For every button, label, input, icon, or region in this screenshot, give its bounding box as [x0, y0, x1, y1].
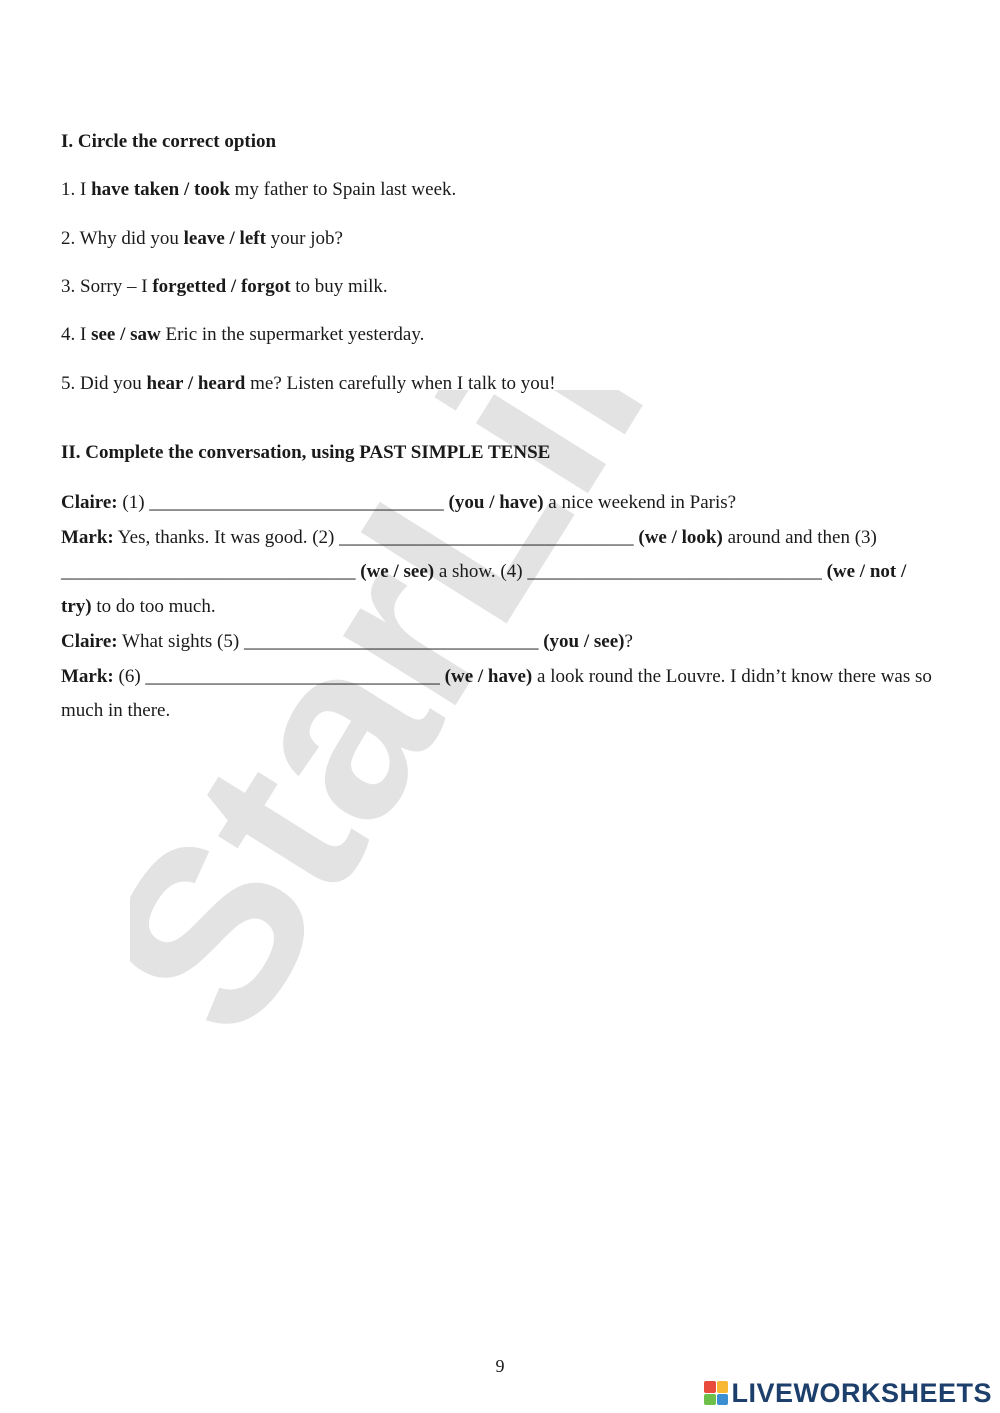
blank-3[interactable]: _______________________________ [61, 561, 356, 583]
blank-1[interactable]: _______________________________ [149, 492, 444, 513]
question-4-options[interactable]: see / saw [91, 324, 161, 345]
blank-5[interactable]: _______________________________ [243, 630, 539, 652]
speaker-mark: Mark: [61, 526, 114, 548]
speaker-claire: Claire: [61, 630, 118, 652]
speaker-claire: Claire: [61, 492, 118, 513]
mark-line-1: Mark: Yes, thanks. It was good. (2) _______________________________ (we / look) around and then (3) _______________________________ (we / see) a show. (4) _______________________________ (we / not / try) to do too much. [61, 526, 907, 618]
conversation [61, 486, 941, 729]
liveworksheets-brand[interactable] [704, 1377, 992, 1409]
page-number: 9 [495, 1356, 505, 1376]
question-5-options[interactable]: hear / heard [146, 373, 246, 394]
question-2-options[interactable]: leave / left [183, 228, 266, 249]
question-3: 3. Sorry – I forgetted / forgot to buy milk. [61, 276, 388, 297]
hint-5: (you / see) [543, 630, 625, 652]
section2-heading: II. Complete the conversation, using PAST SIMPLE TENSE [61, 442, 551, 463]
question-1-options[interactable]: have taken / took [91, 179, 230, 200]
hint-3: (we / see) [360, 561, 435, 583]
hint-2: (we / look) [638, 526, 723, 548]
question-3-options[interactable]: forgetted / forgot [152, 276, 291, 297]
question-4: 4. I see / saw Eric in the supermarket yesterday. [61, 324, 425, 345]
mark-line-2: Mark: (6) _______________________________ (we / have) a look round the Louvre. I didn’t know there was so much in there. [61, 665, 932, 722]
hint-1: (you / have) [448, 492, 544, 513]
question-1: 1. I have taken / took my father to Spain last week. [61, 179, 457, 200]
blank-2[interactable]: _______________________________ [339, 526, 634, 548]
question-2: 2. Why did you leave / left your job? [61, 228, 343, 249]
blank-6[interactable]: _______________________________ [145, 665, 440, 687]
hint-6: (we / have) [444, 665, 533, 687]
liveworksheets-wordmark: LIVEWORKSHEETS [731, 1377, 992, 1408]
section1-heading: I. Circle the correct option [61, 131, 277, 152]
hint-4: (we / not / try) [61, 561, 907, 618]
question-5: 5. Did you hear / heard me? Listen carefully when I talk to you! [61, 373, 556, 394]
watermark-text: StarLink [130, 390, 815, 1070]
claire-line-2: Claire: What sights (5) _______________________________ (you / see)? [61, 630, 633, 652]
claire-line-1: Claire: (1) _______________________________ (you / have) a nice weekend in Paris? [61, 492, 737, 513]
speaker-mark: Mark: [61, 665, 114, 687]
blank-4[interactable]: _______________________________ [527, 561, 822, 583]
liveworksheets-logo-icon [704, 1381, 728, 1405]
